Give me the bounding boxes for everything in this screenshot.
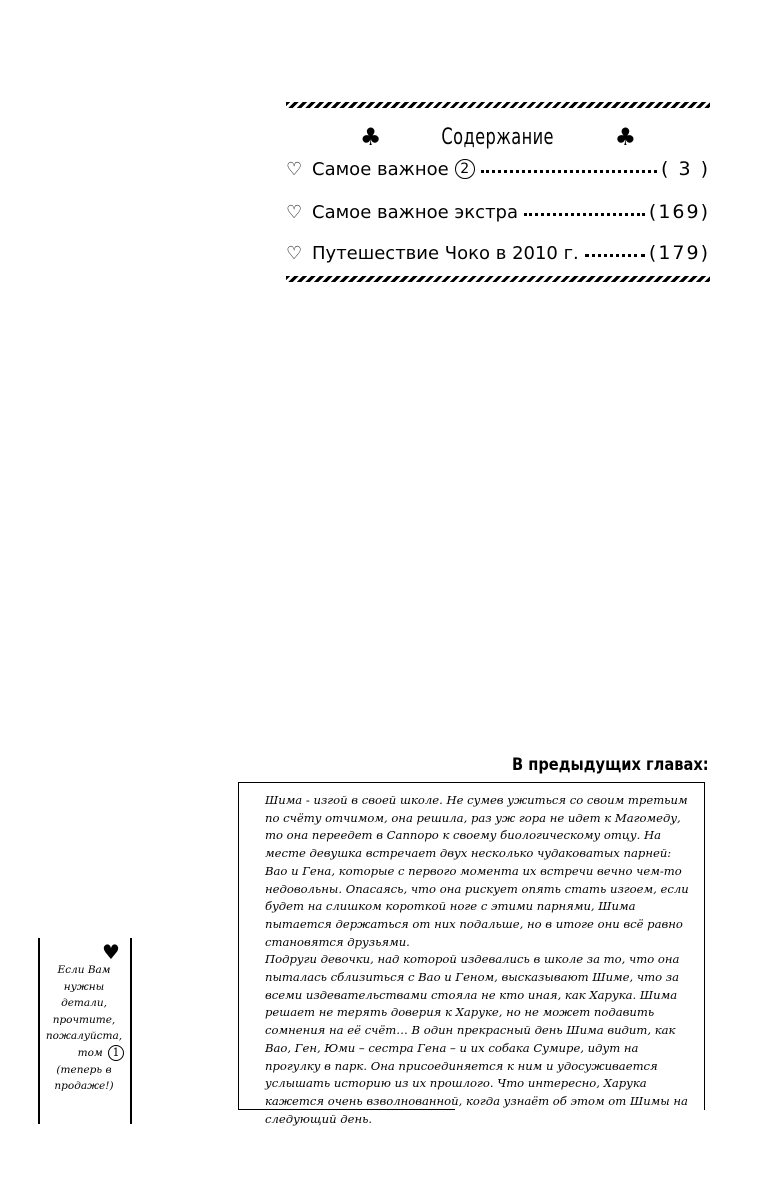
decorative-border-top <box>286 102 710 108</box>
summary-paragraph: Шима - изгой в своей школе. Не сумев ужиться со своим третьим по счёту отчимом, она решила, раз уж гора не идет к Магомеду, то она переедет в Саппоро к своему биологическому отцу. На месте девушка встречает двух несколько чудаковатых парней: Вао и Гена, которые с первого момента их встречи вечно чем-то недовольны. Опасаясь, что она рискует опять стать изгоем, если будет на слишком короткой ноге с этими парнями, Шима пытается держаться от них подальше, но в итоге они всё равно становятся друзьями. <box>265 793 689 949</box>
volume-note-text: Если Вам нужны детали, прочтите, пожалуйста, том 1 (теперь в продаже!) <box>45 964 123 1093</box>
volume-note <box>38 938 132 1124</box>
toc-entry-label: Самое важное <box>312 158 449 180</box>
summary-heading: В предыдущих главах: <box>512 755 709 775</box>
toc-entry-page: (179) <box>648 242 710 264</box>
divider <box>130 938 132 1124</box>
toc-entry-page: ( 3 ) <box>661 158 710 180</box>
divider <box>239 782 705 783</box>
club-suit-icon: ♣ <box>359 123 382 151</box>
heart-outline-icon: ♡ <box>286 158 303 180</box>
summary-paragraph: Подруги девочки, над которой издевались в школе за то, что она пыталась сблизиться с Вао и Геном, высказывают Шиме, что за всеми издевательствами стояла не кто иная, как Харука. Шима решает не терять доверия к Харуке, но не может подавить сомнения на её счёт… В один прекрасный день Шима видит, как Вао, Ген, Юми – сестра Гена – и их собака Сумире, идут на прогулку в парк. Она присоединяется к ним и удосуживается услышать историю из их прошлого. Что интересно, Харука кажется очень взволнованной, когда узнаёт об этом от Шимы на следующий день. <box>265 952 688 1126</box>
divider <box>38 938 40 1124</box>
toc-entry-page: (169) <box>648 201 710 223</box>
dot-leader <box>585 254 645 257</box>
toc-entry[interactable] <box>286 154 710 184</box>
volume-marker: 1 <box>108 1045 124 1061</box>
dot-leader <box>524 213 645 216</box>
heart-outline-icon: ♡ <box>286 201 303 223</box>
toc-entry[interactable] <box>286 197 710 227</box>
divider <box>704 782 705 1110</box>
heart-filled-icon: ♥ <box>102 940 120 964</box>
decorative-border-bottom <box>286 276 710 282</box>
club-suit-icon: ♣ <box>614 123 637 151</box>
summary-box <box>238 782 705 1126</box>
dot-leader <box>481 170 657 173</box>
heart-outline-icon: ♡ <box>286 242 303 264</box>
summary-text <box>265 792 697 1128</box>
volume-marker: 2 <box>455 159 475 179</box>
toc-title: Содержание <box>441 124 555 150</box>
table-of-contents <box>286 102 710 284</box>
toc-entry-label: Самое важное экстра <box>312 201 519 223</box>
toc-header <box>286 120 710 154</box>
toc-entry-label: Путешествие Чоко в 2010 г. <box>312 242 579 264</box>
toc-entry[interactable] <box>286 238 710 268</box>
